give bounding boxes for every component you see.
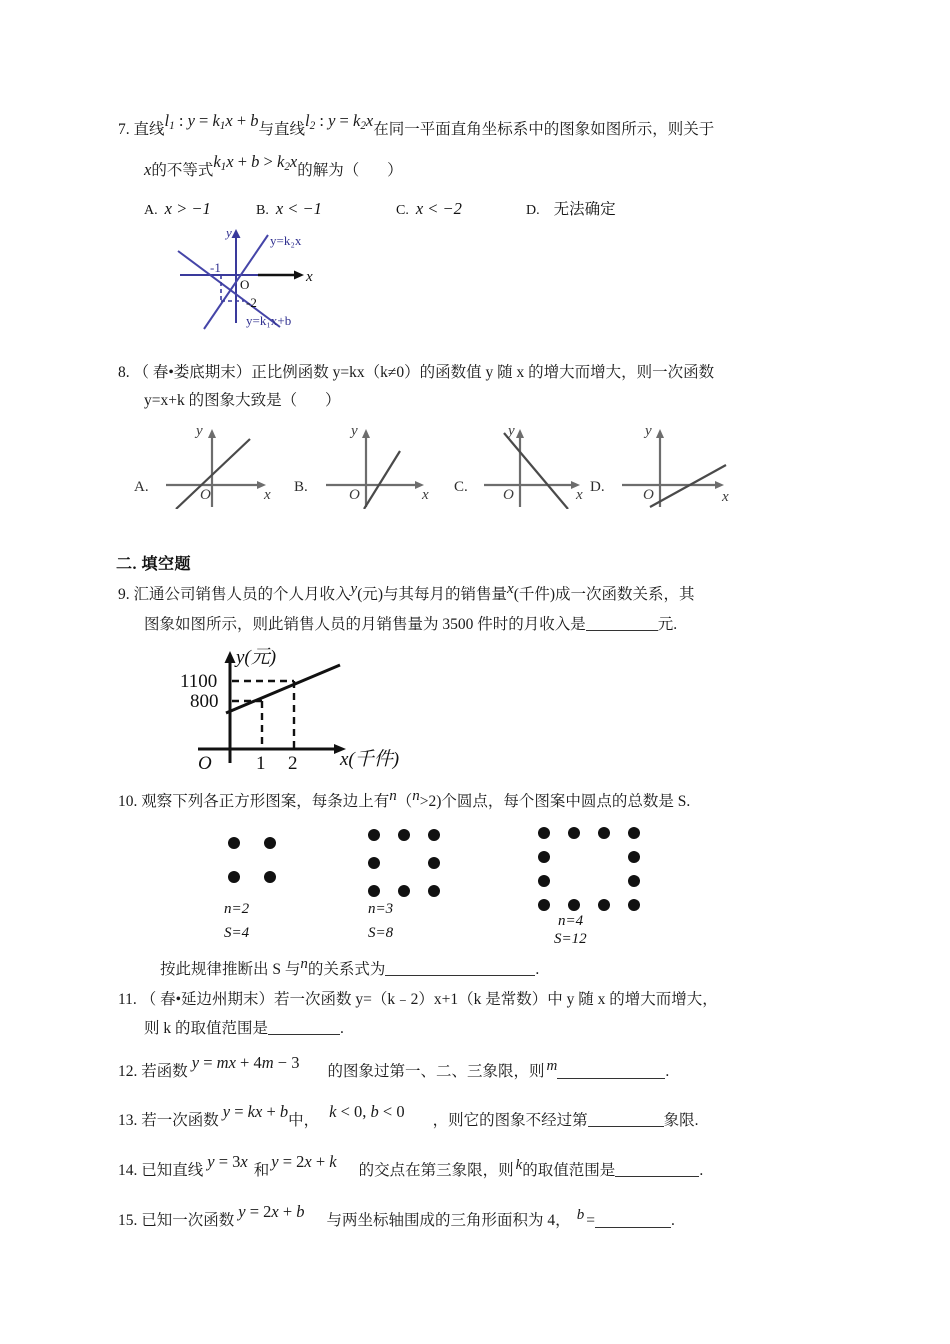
option-d-origin: O [643,487,654,504]
question-7-line2-b: 的解为（ [297,161,360,179]
question-10-number: 10. [118,793,138,811]
question-11 [118,986,838,1043]
content-column [118,112,838,1239]
option-b-line [364,451,400,509]
question-7-option-a[interactable] [144,199,256,219]
question-9 [118,580,838,639]
question-7-formula-l1: $l_1$ : $y = k_1x + b$ [164,111,259,133]
question-9-line2-end: 元. [657,615,678,633]
question-7-variable: x [144,159,152,179]
option-c-label: C. [454,479,468,496]
pattern-n3-n-caption: n=3 [368,900,394,917]
question-7-option-d[interactable] [526,197,616,219]
label-line-k2x: y=k₂x [270,233,302,249]
pattern-n2-dots [228,837,276,883]
y-axis-label: y [226,225,232,241]
option-a-origin: O [200,487,211,504]
origin-label: O [198,753,212,774]
question-7-number: 7. [118,121,130,138]
question-11-text: （ 春•延边州期末）若一次函数 y=（k﹣2）x+1（k 是常数）中 y 随 x 的增大而增大， [140,991,718,1009]
tick-x-neg1: -1 [210,260,221,276]
question-12-text-a: 若函数 [141,1063,188,1081]
question-8 [118,359,838,415]
question-14-formula-1: y = 3x [207,1152,248,1172]
pattern-n4-dots [538,827,640,911]
question-12 [118,1053,838,1089]
option-c-y-arrow [516,429,524,438]
question-10-text-a: 观察下列各正方形图案，每条边上有 [141,793,390,811]
question-10-text-c: >2)个圆点，每个图案中圆点的总数是 S. [419,793,691,811]
y-tick-1100: 1100 [180,671,218,693]
question-12-number: 12. [118,1063,138,1081]
question-8-line2-a: y=x+k 的图象大致是（ [144,392,298,410]
question-9-answer-blank[interactable] [586,614,658,631]
origin-label: O [240,277,250,293]
question-14-var-k: k [515,1157,523,1174]
x-axis-label: x(千件) [340,749,400,771]
x-tick-1: 1 [256,753,266,774]
question-8-number: 8. [118,364,130,382]
pattern-n3-dots [368,829,440,897]
question-14 [118,1152,838,1188]
tick-y-neg2: -2 [246,295,257,311]
question-14-answer-blank[interactable] [615,1161,699,1178]
question-7-text-c: 在同一平面直角坐标系中的图象如图所示，则关于 [373,121,715,138]
q10-patterns-svg [208,825,688,943]
option-c-value: x < −2 [415,199,462,219]
x-axis-label: x [306,269,313,286]
question-11-line2 [144,1015,838,1044]
question-11-line2-end: . [340,1019,344,1037]
question-14-text-c: 的交点在第三象限，则 [358,1162,514,1180]
question-13-text-c: ，则它的图象不经过第 [432,1111,588,1129]
option-a-value: x > −1 [164,199,211,219]
question-10-patterns [208,825,838,943]
pattern-n4-n-caption: n=4 [558,912,584,929]
q8-option-d[interactable] [590,423,729,507]
question-7-options [144,197,838,219]
option-b-y-label: y [351,423,358,440]
question-9-text-a: 汇通公司销售人员的个人月收入 [133,586,351,604]
question-15-text-a: 已知一次函数 [141,1212,235,1230]
question-14-text-end: . [699,1162,704,1180]
question-12-var-m: m [546,1058,558,1075]
question-12-text-b: 的图象过第一、二、三象限，则 [327,1063,545,1081]
question-15-text-b: 与两坐标轴围成的三角形面积为 4， [326,1212,571,1230]
option-d-value: 无法确定 [553,201,616,219]
question-13-formula: y = kx + b [222,1101,289,1121]
question-9-var-x: x [507,581,514,598]
option-b-value: x < −1 [275,199,322,219]
question-9-var-y: y [350,581,358,598]
question-7-option-b[interactable] [256,199,396,219]
question-10-conclusion-a: 按此规律推断出 S 与 [160,960,301,978]
question-12-formula: y = mx + 4m − 3 [191,1053,300,1073]
question-9-figure [168,645,838,773]
question-8-line2-b: ） [325,392,341,410]
question-9-line2-text: 图象如图所示，则此销售人员的月销售量为 3500 件时的月收入是 [144,615,586,633]
question-10-conclusion [118,955,838,985]
question-10-var-n2: n [412,788,420,805]
question-14-text-d: 的取值范围是 [522,1162,616,1180]
pattern-n3-s-caption: S=8 [368,924,394,941]
question-9-text-b: (元)与其每月的销售量 [357,586,508,604]
question-13-text-b: 中， [288,1111,320,1129]
question-15-number: 15. [118,1212,138,1230]
question-13-text-a: 若一次函数 [141,1111,219,1129]
option-d-label: D. [590,479,605,496]
question-13-condition: k < 0, b < 0 [329,1101,405,1121]
pattern-n2-s-caption: S=4 [224,924,250,941]
q8-options-svg [132,417,772,509]
question-7-line2 [144,153,838,188]
option-a-x-label: x [264,487,271,504]
y-axis-label: y(元) [236,647,277,669]
question-15-text-c: = [586,1212,595,1230]
q7-graph-svg [158,223,368,335]
option-a-label: A. [144,203,158,219]
question-10 [118,787,838,817]
revenue-line [226,665,340,713]
question-12-answer-blank[interactable] [557,1062,665,1079]
question-14-text-a: 已知直线 [141,1162,204,1180]
q8-option-c[interactable] [454,423,583,509]
question-7-text-b: 与直线 [258,121,306,138]
question-13 [118,1102,838,1138]
x-tick-2: 2 [288,753,298,774]
q8-option-b[interactable] [294,423,429,509]
option-d-y-label: y [645,423,652,440]
question-10-conclusion-end: . [535,960,540,978]
question-13-number: 13. [118,1111,138,1129]
question-10-conclusion-var: n [300,955,308,972]
question-15 [118,1202,838,1238]
question-8-line2 [144,387,838,415]
question-11-number: 11. [118,991,137,1009]
question-7-formula-l2: $l_2$ : $y = k_2x$ [305,111,374,133]
question-7-line2-c: ） [387,161,403,179]
option-d-y-arrow [656,429,664,438]
label-line-k1x-b: y=k₁x+b [246,313,292,329]
question-13-text-end: 象限. [663,1111,699,1129]
y-tick-800: 800 [190,691,219,713]
question-14-number: 14. [118,1162,138,1180]
question-15-answer-blank[interactable] [595,1211,671,1228]
question-7-formula-inequality: $k_1x + b > k_2x$ [213,151,298,173]
option-d-label: D. [526,203,540,219]
question-10-conclusion-line [160,955,838,985]
section-2-title: 二. 填空题 [116,556,192,574]
option-a-label: A. [134,479,149,496]
question-7 [118,112,838,187]
option-b-x-label: x [422,487,429,504]
option-b-label: B. [256,203,269,219]
option-a-y-arrow [208,429,216,438]
question-8-options-figures [132,417,838,509]
question-11-line2-text: 则 k 的取值范围是 [144,1019,269,1037]
option-c-label: C. [396,203,409,219]
question-15-var-b: b [576,1207,585,1224]
question-10-var-n: n [389,788,397,805]
question-9-number: 9. [118,586,130,604]
question-10-conclusion-b: 的关系式为 [307,960,386,978]
question-9-text-c: (千件)成一次函数关系，其 [513,586,695,604]
question-14-formula-2: y = 2x + k [271,1152,337,1172]
question-13-answer-blank[interactable] [588,1111,664,1128]
q9-graph-svg [168,645,468,773]
option-c-y-label: y [508,423,515,440]
option-b-y-arrow [362,429,370,438]
question-11-answer-blank[interactable] [268,1019,340,1036]
option-a-y-label: y [196,423,203,440]
question-8-text: （ 春•娄底期末）正比例函数 y=kx（k≠0）的函数值 y 随 x 的增大而增大，则一次函数 [133,364,715,382]
question-15-formula: y = 2x + b [238,1202,305,1222]
option-c-x-label: x [576,487,583,504]
q8-option-a[interactable] [134,423,271,509]
y-axis-arrow [225,651,236,663]
question-7-figure [158,223,838,335]
question-7-option-c[interactable] [396,199,526,219]
pattern-n2-n-caption: n=2 [224,900,250,917]
question-7-line2-a: 的不等式 [151,161,214,179]
question-15-text-end: . [670,1212,675,1230]
question-10-answer-blank[interactable] [385,959,535,976]
question-14-text-b: 和 [253,1162,270,1180]
option-b-label: B. [294,479,308,496]
pattern-n4-s-caption: S=12 [554,930,587,943]
option-c-origin: O [503,487,514,504]
y-axis-arrow [232,229,241,238]
question-12-text-end: . [665,1063,670,1081]
question-9-line2 [144,610,838,639]
option-d-x-arrow [715,481,724,489]
question-7-text-a: 直线 [133,121,165,138]
question-10-text-b: （ [396,793,413,811]
option-b-origin: O [349,487,360,504]
option-d-x-label: x [722,489,729,506]
